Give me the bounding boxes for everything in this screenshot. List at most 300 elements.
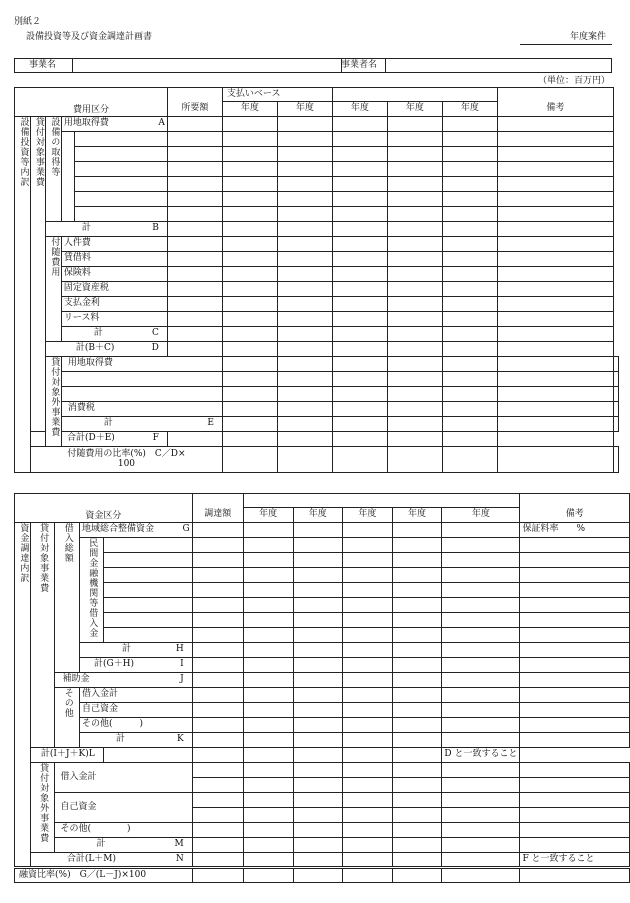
form-cell[interactable]	[520, 838, 630, 853]
form-cell[interactable]	[392, 568, 442, 583]
form-cell[interactable]	[442, 718, 520, 733]
form-cell[interactable]	[332, 222, 387, 237]
form-cell[interactable]	[387, 372, 442, 387]
form-cell[interactable]	[277, 162, 332, 177]
form-cell[interactable]	[343, 643, 393, 658]
lender-cell[interactable]	[103, 538, 192, 553]
form-cell[interactable]	[61, 117, 167, 132]
form-cell[interactable]	[222, 417, 277, 432]
form-cell[interactable]	[243, 703, 293, 718]
form-cell[interactable]	[277, 312, 332, 327]
form-cell[interactable]	[192, 793, 243, 808]
form-cell[interactable]	[520, 494, 630, 508]
lender-cell[interactable]	[103, 553, 192, 568]
form-cell[interactable]	[192, 688, 243, 703]
form-cell[interactable]	[293, 598, 343, 613]
form-cell[interactable]	[520, 613, 630, 628]
form-cell[interactable]	[387, 432, 442, 447]
form-cell[interactable]	[332, 297, 387, 312]
form-cell[interactable]	[243, 673, 293, 688]
lender-cell[interactable]	[103, 628, 192, 643]
form-cell[interactable]	[520, 538, 630, 553]
form-cell[interactable]	[192, 494, 243, 508]
form-cell[interactable]	[222, 147, 277, 162]
form-cell[interactable]	[392, 808, 442, 823]
form-cell[interactable]	[243, 868, 293, 883]
form-cell[interactable]	[61, 132, 74, 222]
form-cell[interactable]	[332, 417, 387, 432]
form-cell[interactable]	[293, 643, 343, 658]
form-cell[interactable]	[79, 643, 192, 658]
form-cell[interactable]	[387, 402, 442, 417]
form-cell[interactable]	[387, 387, 442, 402]
form-cell[interactable]	[79, 658, 192, 673]
form-cell[interactable]	[497, 297, 613, 312]
form-cell[interactable]	[222, 192, 277, 207]
form-cell[interactable]	[343, 673, 393, 688]
form-cell[interactable]	[332, 372, 387, 387]
form-cell[interactable]	[277, 447, 332, 473]
form-cell[interactable]	[392, 553, 442, 568]
form-cell[interactable]	[520, 868, 630, 883]
form-cell[interactable]	[332, 207, 387, 222]
form-cell[interactable]	[442, 327, 497, 342]
form-cell[interactable]	[497, 417, 613, 432]
form-cell[interactable]	[442, 838, 520, 853]
form-cell[interactable]	[442, 763, 520, 778]
form-cell[interactable]	[167, 177, 222, 192]
form-cell[interactable]	[613, 357, 618, 372]
form-cell[interactable]	[392, 793, 442, 808]
form-cell[interactable]	[497, 312, 613, 327]
form-cell[interactable]	[277, 342, 332, 357]
form-cell[interactable]	[192, 568, 243, 583]
form-cell[interactable]	[497, 222, 613, 237]
form-cell[interactable]	[222, 447, 277, 473]
form-cell[interactable]	[30, 853, 192, 868]
form-cell[interactable]	[332, 147, 387, 162]
form-cell[interactable]	[343, 658, 393, 673]
form-cell[interactable]	[222, 162, 277, 177]
form-cell[interactable]	[497, 132, 613, 147]
year-cell[interactable]	[332, 117, 387, 132]
form-cell[interactable]	[332, 267, 387, 282]
form-cell[interactable]	[442, 688, 520, 703]
form-cell[interactable]	[392, 538, 442, 553]
form-cell[interactable]	[167, 222, 222, 237]
form-cell[interactable]	[167, 162, 222, 177]
form-cell[interactable]	[343, 703, 393, 718]
form-cell[interactable]	[277, 192, 332, 207]
form-cell[interactable]	[192, 523, 243, 538]
form-cell[interactable]	[243, 613, 293, 628]
form-cell[interactable]	[392, 688, 442, 703]
item-cell[interactable]	[74, 207, 167, 222]
form-cell[interactable]	[442, 447, 497, 473]
form-cell[interactable]	[343, 748, 393, 763]
form-cell[interactable]	[442, 583, 520, 598]
form-cell[interactable]	[61, 417, 222, 432]
form-cell[interactable]	[520, 688, 630, 703]
item-cell[interactable]	[61, 387, 222, 402]
form-cell[interactable]	[293, 733, 343, 748]
form-cell[interactable]	[497, 207, 613, 222]
form-cell[interactable]	[343, 583, 393, 598]
business-name-field[interactable]	[73, 59, 341, 72]
form-cell[interactable]	[442, 402, 497, 417]
form-cell[interactable]	[497, 402, 613, 417]
form-cell[interactable]	[442, 207, 497, 222]
form-cell[interactable]	[293, 793, 343, 808]
form-cell[interactable]	[520, 793, 630, 808]
form-cell[interactable]	[392, 703, 442, 718]
form-cell[interactable]	[222, 207, 277, 222]
form-cell[interactable]	[332, 447, 387, 473]
form-cell[interactable]	[277, 402, 332, 417]
form-cell[interactable]	[192, 823, 243, 838]
form-cell[interactable]	[497, 447, 613, 473]
form-cell[interactable]	[387, 312, 442, 327]
item-cell[interactable]	[61, 372, 222, 387]
form-cell[interactable]	[293, 748, 343, 763]
form-cell[interactable]	[442, 432, 497, 447]
form-cell[interactable]	[392, 598, 442, 613]
form-cell[interactable]	[343, 808, 393, 823]
item-cell[interactable]	[74, 132, 167, 147]
form-cell[interactable]	[520, 643, 630, 658]
form-cell[interactable]	[442, 357, 497, 372]
form-cell[interactable]	[442, 162, 497, 177]
form-cell[interactable]	[343, 838, 393, 853]
form-cell[interactable]	[387, 417, 442, 432]
form-cell[interactable]	[332, 192, 387, 207]
form-cell[interactable]	[54, 838, 192, 853]
form-cell[interactable]	[222, 132, 277, 147]
form-cell[interactable]	[442, 222, 497, 237]
form-cell[interactable]	[442, 282, 497, 297]
form-cell[interactable]	[79, 733, 192, 748]
form-cell[interactable]	[222, 177, 277, 192]
form-cell[interactable]	[332, 402, 387, 417]
lender-cell[interactable]	[103, 598, 192, 613]
form-cell[interactable]	[192, 673, 243, 688]
form-cell[interactable]	[442, 387, 497, 402]
form-cell[interactable]	[497, 387, 613, 402]
form-cell[interactable]	[442, 793, 520, 808]
form-cell[interactable]	[387, 192, 442, 207]
form-cell[interactable]	[293, 658, 343, 673]
form-cell[interactable]	[332, 252, 387, 267]
form-cell[interactable]	[497, 267, 613, 282]
form-cell[interactable]	[387, 222, 442, 237]
form-cell[interactable]	[343, 598, 393, 613]
form-cell[interactable]	[613, 387, 618, 402]
form-cell[interactable]	[277, 357, 332, 372]
form-cell[interactable]	[243, 523, 293, 538]
form-cell[interactable]	[387, 267, 442, 282]
form-cell[interactable]	[392, 838, 442, 853]
form-cell[interactable]	[293, 688, 343, 703]
form-cell[interactable]	[520, 823, 630, 838]
year-cell[interactable]	[442, 117, 497, 132]
year-cell[interactable]	[387, 117, 442, 132]
form-cell[interactable]	[343, 613, 393, 628]
form-cell[interactable]	[192, 718, 243, 733]
form-cell[interactable]	[332, 327, 387, 342]
form-cell[interactable]	[392, 613, 442, 628]
form-cell[interactable]	[222, 282, 277, 297]
form-cell[interactable]	[442, 598, 520, 613]
form-cell[interactable]	[222, 372, 277, 387]
form-cell[interactable]	[277, 237, 332, 252]
form-cell[interactable]	[167, 267, 222, 282]
form-cell[interactable]	[277, 282, 332, 297]
form-cell[interactable]	[442, 342, 497, 357]
form-cell[interactable]	[392, 778, 442, 793]
form-cell[interactable]	[343, 823, 393, 838]
form-cell[interactable]	[442, 703, 520, 718]
form-cell[interactable]	[392, 868, 442, 883]
form-cell[interactable]	[520, 553, 630, 568]
form-cell[interactable]	[343, 568, 393, 583]
form-cell[interactable]	[192, 598, 243, 613]
form-cell[interactable]	[222, 432, 277, 447]
form-cell[interactable]	[167, 132, 222, 147]
form-cell[interactable]	[243, 688, 293, 703]
form-cell[interactable]	[277, 372, 332, 387]
form-cell[interactable]	[293, 853, 343, 868]
form-cell[interactable]	[343, 868, 393, 883]
form-cell[interactable]	[343, 733, 393, 748]
form-cell[interactable]	[222, 237, 277, 252]
form-cell[interactable]	[293, 718, 343, 733]
form-cell[interactable]	[192, 748, 243, 763]
form-cell[interactable]	[497, 372, 613, 387]
form-cell[interactable]	[79, 523, 192, 538]
form-cell[interactable]	[442, 868, 520, 883]
form-cell[interactable]	[442, 312, 497, 327]
form-cell[interactable]	[293, 538, 343, 553]
form-cell[interactable]	[497, 192, 613, 207]
form-cell[interactable]	[520, 808, 630, 823]
form-cell[interactable]	[293, 778, 343, 793]
form-cell[interactable]	[497, 177, 613, 192]
form-cell[interactable]	[243, 823, 293, 838]
form-cell[interactable]	[520, 598, 630, 613]
form-cell[interactable]	[343, 523, 393, 538]
form-cell[interactable]	[520, 703, 630, 718]
form-cell[interactable]	[442, 643, 520, 658]
form-cell[interactable]	[222, 267, 277, 282]
year-cell[interactable]	[222, 117, 277, 132]
form-cell[interactable]	[192, 868, 243, 883]
form-cell[interactable]	[520, 718, 630, 733]
form-cell[interactable]	[30, 748, 103, 763]
form-cell[interactable]	[343, 853, 393, 868]
form-cell[interactable]	[497, 88, 613, 102]
form-cell[interactable]	[243, 583, 293, 598]
form-cell[interactable]	[497, 237, 613, 252]
form-cell[interactable]	[332, 357, 387, 372]
form-cell[interactable]	[293, 868, 343, 883]
form-cell[interactable]	[442, 733, 520, 748]
form-cell[interactable]	[332, 88, 497, 102]
form-cell[interactable]	[520, 568, 630, 583]
form-cell[interactable]	[293, 823, 343, 838]
form-cell[interactable]	[243, 598, 293, 613]
form-cell[interactable]	[167, 432, 222, 447]
form-cell[interactable]	[343, 763, 393, 778]
form-cell[interactable]	[167, 147, 222, 162]
form-cell[interactable]	[332, 282, 387, 297]
form-cell[interactable]	[277, 147, 332, 162]
form-cell[interactable]	[497, 357, 613, 372]
form-cell[interactable]	[613, 402, 618, 417]
form-cell[interactable]	[442, 237, 497, 252]
form-cell[interactable]	[442, 177, 497, 192]
form-cell[interactable]	[167, 192, 222, 207]
form-cell[interactable]	[442, 568, 520, 583]
form-cell[interactable]	[243, 853, 293, 868]
form-cell[interactable]	[243, 733, 293, 748]
form-cell[interactable]	[167, 342, 222, 357]
form-cell[interactable]	[192, 778, 243, 793]
form-cell[interactable]	[332, 237, 387, 252]
form-cell[interactable]	[520, 658, 630, 673]
form-cell[interactable]	[167, 297, 222, 312]
form-cell[interactable]	[277, 222, 332, 237]
form-cell[interactable]	[243, 568, 293, 583]
form-cell[interactable]	[442, 673, 520, 688]
form-cell[interactable]	[332, 132, 387, 147]
form-cell[interactable]	[332, 162, 387, 177]
form-cell[interactable]	[442, 297, 497, 312]
form-cell[interactable]	[243, 793, 293, 808]
form-cell[interactable]	[192, 853, 243, 868]
form-cell[interactable]	[387, 342, 442, 357]
form-cell[interactable]	[293, 763, 343, 778]
form-cell[interactable]	[497, 147, 613, 162]
form-cell[interactable]	[167, 312, 222, 327]
form-cell[interactable]	[192, 733, 243, 748]
form-cell[interactable]	[387, 132, 442, 147]
form-cell[interactable]	[332, 432, 387, 447]
lender-cell[interactable]	[103, 568, 192, 583]
form-cell[interactable]	[392, 583, 442, 598]
form-cell[interactable]	[520, 763, 630, 778]
year-cell[interactable]	[277, 117, 332, 132]
form-cell[interactable]	[277, 267, 332, 282]
form-cell[interactable]	[392, 748, 442, 763]
form-cell[interactable]	[293, 673, 343, 688]
form-cell[interactable]	[293, 628, 343, 643]
form-cell[interactable]	[392, 733, 442, 748]
form-cell[interactable]	[243, 838, 293, 853]
form-cell[interactable]	[442, 523, 520, 538]
lender-cell[interactable]	[103, 613, 192, 628]
form-cell[interactable]	[167, 282, 222, 297]
form-cell[interactable]	[192, 838, 243, 853]
form-cell[interactable]	[277, 177, 332, 192]
form-cell[interactable]	[222, 297, 277, 312]
form-cell[interactable]	[277, 252, 332, 267]
form-cell[interactable]	[520, 733, 630, 748]
form-cell[interactable]	[167, 88, 222, 102]
form-cell[interactable]	[243, 494, 520, 508]
amount-cell[interactable]	[167, 117, 222, 132]
form-cell[interactable]	[293, 583, 343, 598]
form-cell[interactable]	[387, 327, 442, 342]
form-cell[interactable]	[243, 748, 293, 763]
form-cell[interactable]	[497, 432, 613, 447]
form-cell[interactable]	[277, 417, 332, 432]
form-cell[interactable]	[243, 538, 293, 553]
form-cell[interactable]	[61, 327, 167, 342]
form-cell[interactable]	[192, 538, 243, 553]
form-cell[interactable]	[497, 252, 613, 267]
form-cell[interactable]	[520, 583, 630, 598]
form-cell[interactable]	[392, 523, 442, 538]
form-cell[interactable]	[277, 297, 332, 312]
form-cell[interactable]	[343, 778, 393, 793]
form-cell[interactable]	[387, 162, 442, 177]
form-cell[interactable]	[343, 628, 393, 643]
form-cell[interactable]	[442, 553, 520, 568]
form-cell[interactable]	[392, 823, 442, 838]
form-cell[interactable]	[387, 282, 442, 297]
form-cell[interactable]	[192, 643, 243, 658]
form-cell[interactable]	[293, 838, 343, 853]
form-cell[interactable]	[497, 342, 613, 357]
form-cell[interactable]	[613, 447, 618, 473]
form-cell[interactable]	[277, 327, 332, 342]
form-cell[interactable]	[243, 628, 293, 643]
form-cell[interactable]	[387, 252, 442, 267]
form-cell[interactable]	[192, 808, 243, 823]
form-cell[interactable]	[222, 402, 277, 417]
form-cell[interactable]	[497, 162, 613, 177]
item-cell[interactable]	[74, 177, 167, 192]
form-cell[interactable]	[243, 643, 293, 658]
item-cell[interactable]	[74, 147, 167, 162]
form-cell[interactable]	[442, 132, 497, 147]
form-cell[interactable]	[277, 132, 332, 147]
form-cell[interactable]	[293, 703, 343, 718]
form-cell[interactable]	[243, 763, 293, 778]
form-cell[interactable]	[442, 417, 497, 432]
form-cell[interactable]	[222, 222, 277, 237]
operator-name-field[interactable]	[387, 59, 611, 72]
form-cell[interactable]	[442, 778, 520, 793]
form-cell[interactable]	[293, 523, 343, 538]
form-cell[interactable]	[392, 628, 442, 643]
form-cell[interactable]	[442, 252, 497, 267]
form-cell[interactable]	[387, 207, 442, 222]
form-cell[interactable]	[45, 222, 167, 237]
form-cell[interactable]	[343, 718, 393, 733]
form-cell[interactable]	[442, 267, 497, 282]
item-cell[interactable]	[74, 192, 167, 207]
form-cell[interactable]	[243, 778, 293, 793]
form-cell[interactable]	[332, 312, 387, 327]
form-cell[interactable]	[520, 778, 630, 793]
form-cell[interactable]	[343, 793, 393, 808]
form-cell[interactable]	[442, 823, 520, 838]
form-cell[interactable]	[392, 643, 442, 658]
form-cell[interactable]	[222, 387, 277, 402]
form-cell[interactable]	[243, 553, 293, 568]
form-cell[interactable]	[31, 447, 223, 473]
